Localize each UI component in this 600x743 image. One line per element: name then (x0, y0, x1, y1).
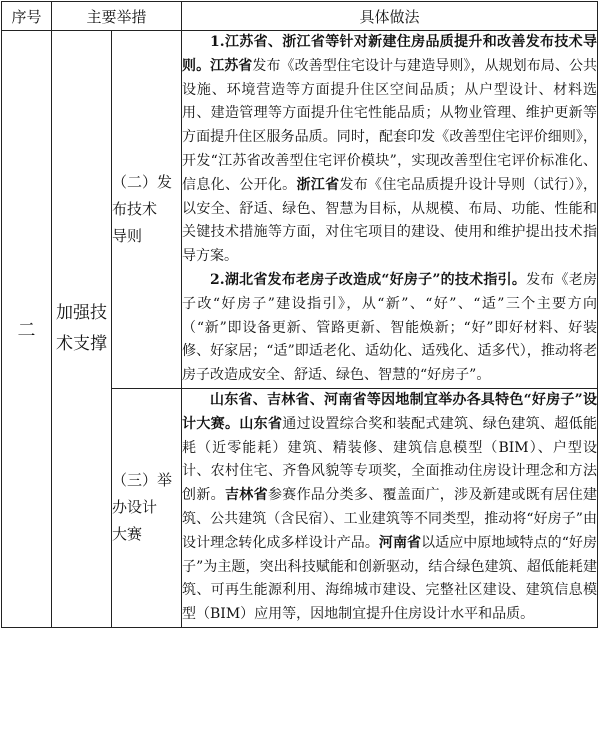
sub-label-line: 办设计 (112, 498, 158, 517)
province-name: 江苏省 (210, 57, 253, 74)
sub-label-line: （二）发 (112, 172, 173, 191)
paragraph (182, 31, 597, 269)
province-name: 吉林省 (224, 487, 268, 504)
paragraph-text: 参赛作品分类多、覆盖面广，涉及新建或既有居住建筑、公共建筑（含民宿）、工业建筑等不同类型，推动将“好房子”由设计理念转化成多样设计产品。 (182, 487, 598, 551)
province-name: 浙江省 (296, 176, 340, 193)
paragraph-heading: 1.江苏省、浙江省等针对新建住房品质提升和改善发布技术导则。 (182, 34, 597, 74)
sub-label-line: 大赛 (112, 525, 143, 544)
sub-label-line: （三）举 (112, 471, 173, 490)
paragraph-text: 发布《住宅品质提升设计导则（试行）》，以安全、舒适、绿色、智慧为目标，从规模、布局、功能、性能和关键技术措施等方面，对住宅项目的建设、使用和维护提出技术指导方案。 (182, 176, 598, 265)
measure-cell: 加强技术支撑 (52, 31, 112, 628)
paragraph (182, 269, 597, 388)
paragraph-text: 发布《改善型住宅设计与建造导则》，从规划布局、公共设施、环境营造等方面提升住区空间品质；从户型设计、材料选用、建造管理等方面提升住宅性能品质；从物业管理、维护更新等方面提升住区服务品质。同时，配套印发《改善型住宅评价细则》，开发“江苏省改善型住宅评价模块”，实现改善型住宅评价标准化、信息化、公开化。 (182, 57, 598, 193)
province-name: 河南省 (378, 534, 422, 551)
paragraph-text: 发布《老房子改“好房子”建设指引》，从“新”、“好”、“适”三个主要方向（“新”即设备更新、管路更新、智能焕新；“好”即好材料、好装修、好家居；“适”即适老化、适幼化、适残化、适多代），推动将老房子改造成安全、舒适、绿色、智慧的“好房子”。 (182, 271, 597, 384)
province-name: 山东省 (239, 415, 283, 432)
header-measure: 主要举措 (52, 2, 182, 31)
header-detail: 具体做法 (182, 2, 598, 31)
paragraph (182, 389, 597, 627)
seq-cell: 二 (2, 31, 52, 628)
sub-label-line: 导则 (112, 226, 143, 245)
table-row (2, 31, 598, 389)
header-seq: 序号 (2, 2, 52, 31)
paragraph-text: 通过设置综合奖和装配式建筑、绿色建筑、超低能耗（近零能耗）建筑、精装修、建筑信息模型（BIM）、户型设计、农村住宅、齐鲁风貌等专项奖，全面推动住房设计理念和方法创新。 (182, 415, 598, 504)
sub-label-line: 布技术 (112, 199, 158, 218)
table-header-row (2, 2, 598, 31)
paragraph-text: 以适应中原地域特点的“好房子”为主题，突出科技赋能和创新驱动，结合绿色建筑、超低能耗建筑、可再生能源利用、海绵城市建设、完整社区建设、建筑信息模型（BIM）应用等，因地制宜提升住房设计水平和品质。 (182, 534, 597, 623)
sub-measure-cell-2 (112, 388, 182, 627)
detail-cell-1 (182, 31, 598, 389)
measures-table (1, 1, 598, 628)
paragraph-heading: 山东省、吉林省、河南省等因地制宜举办各具特色“好房子”设计大赛。 (182, 391, 597, 432)
sub-measure-cell-1 (112, 31, 182, 389)
detail-cell-2 (182, 388, 598, 627)
paragraph-heading: 2.湖北省发布老房子改造成“好房子”的技术指引。 (210, 271, 527, 288)
